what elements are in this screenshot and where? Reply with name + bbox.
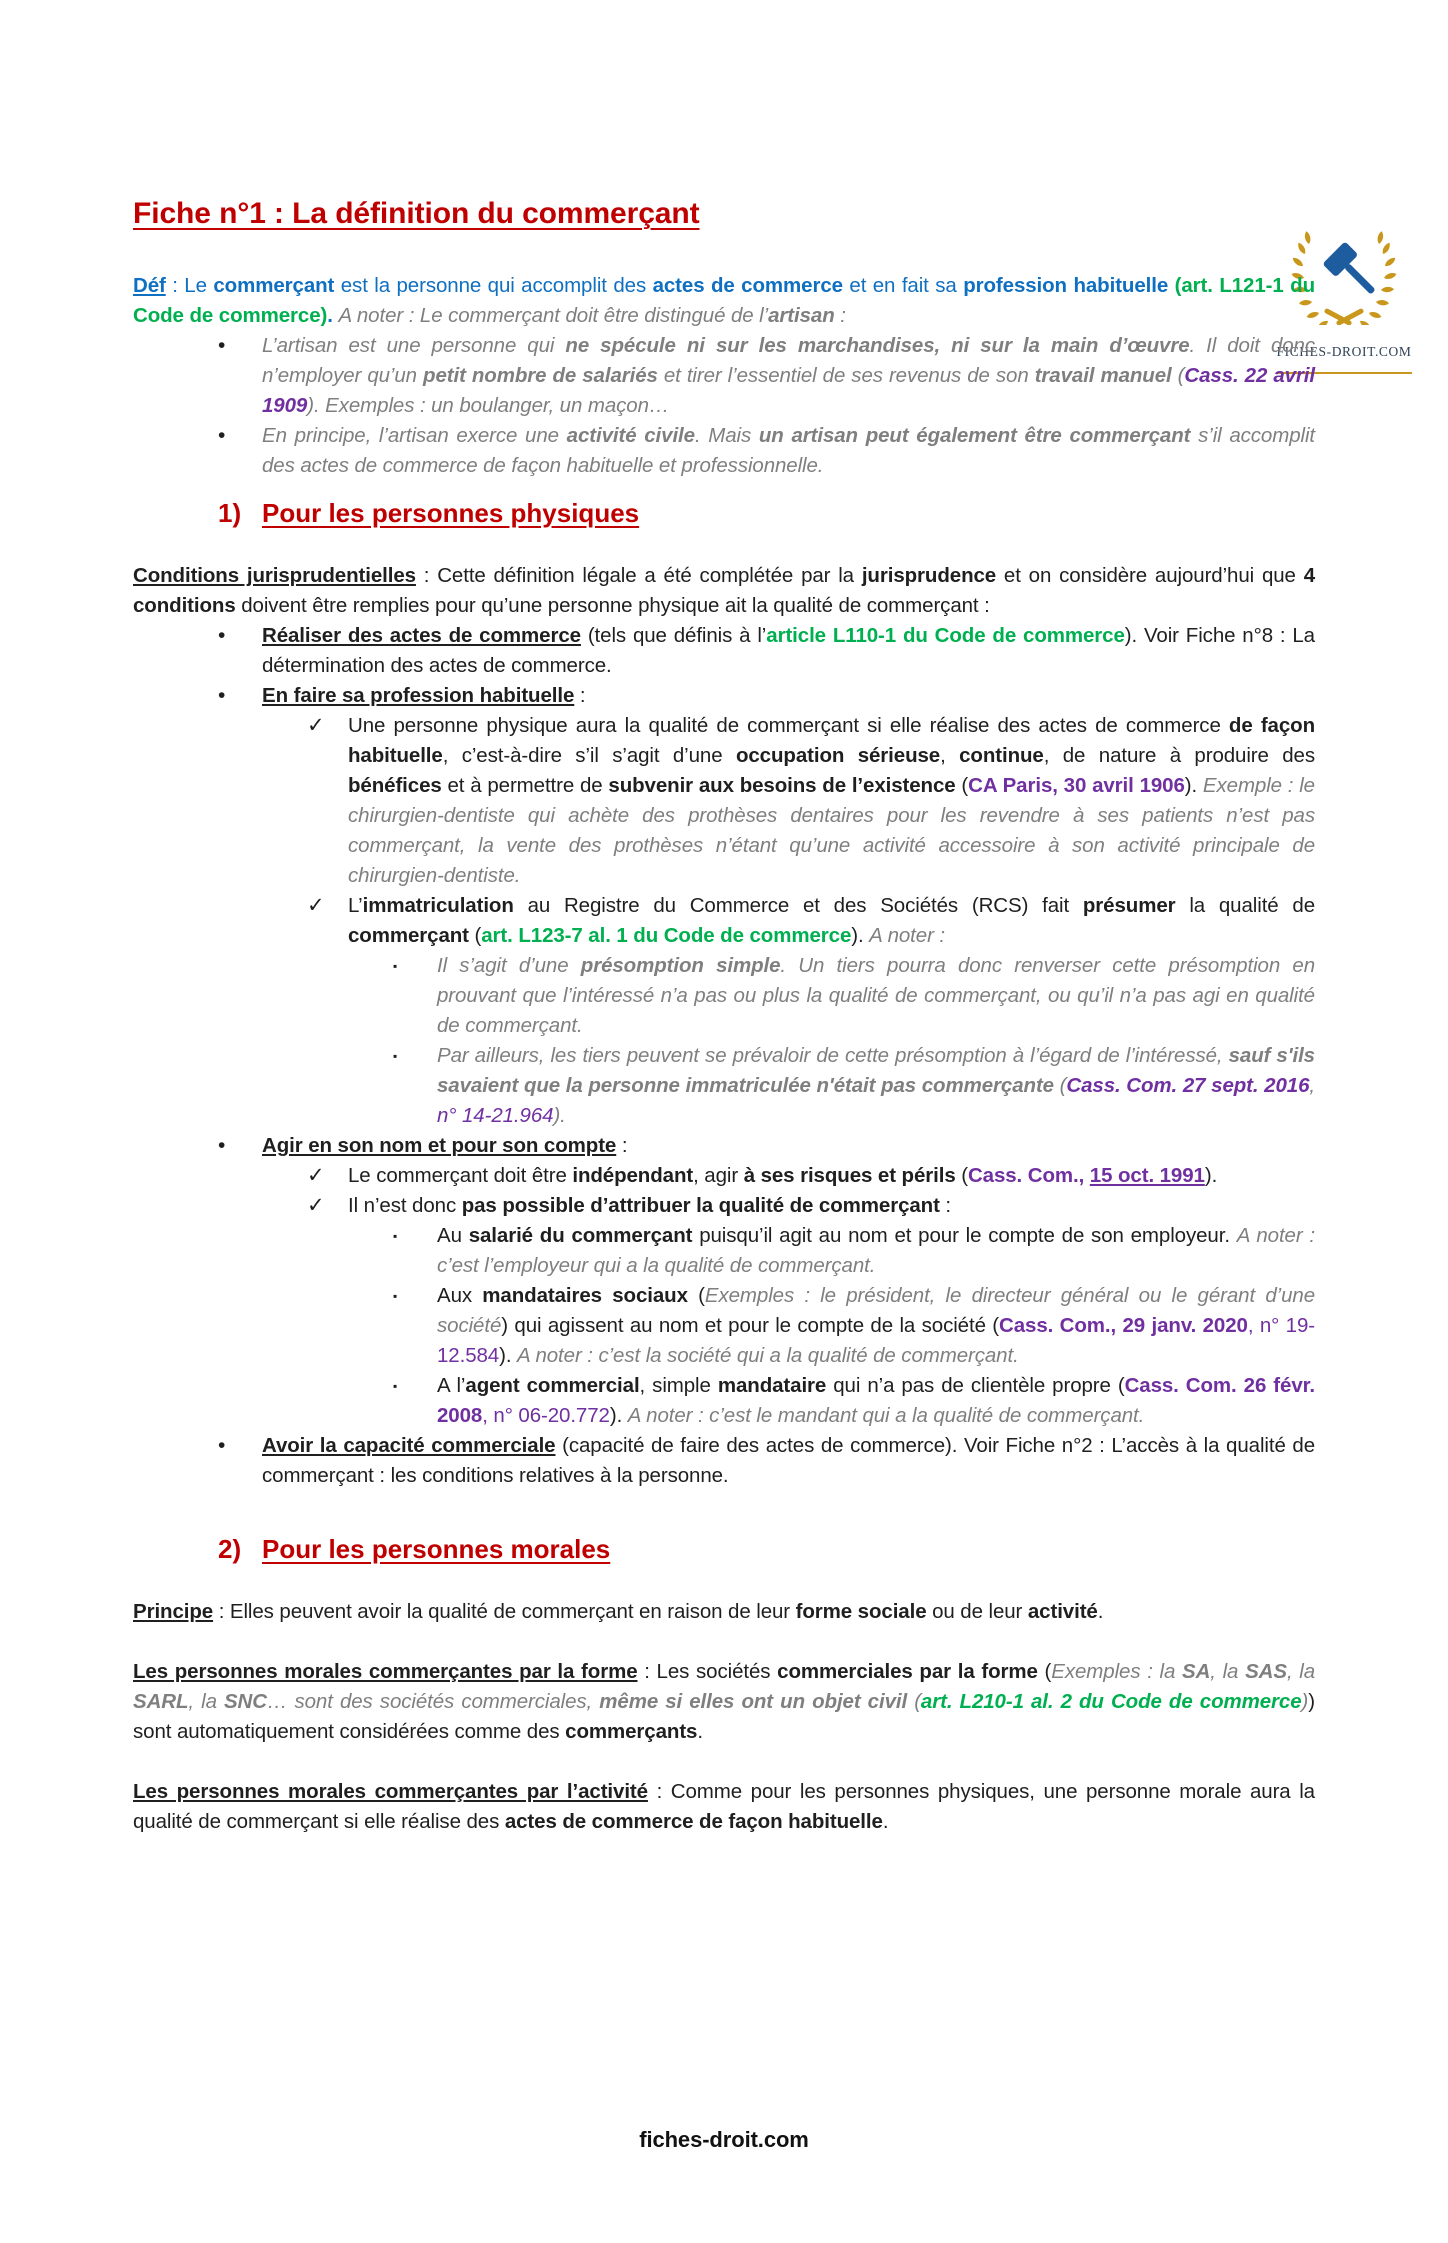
text-segment: SAS bbox=[1245, 1660, 1287, 1683]
text-segment: ( bbox=[907, 1690, 921, 1713]
document-page bbox=[0, 195, 1448, 1837]
principe-paragraph bbox=[133, 1597, 1315, 1627]
text-segment: et on considère aujourd’hui que bbox=[996, 564, 1304, 587]
page-title bbox=[133, 195, 1315, 233]
text-segment: (art. L121-1 du Code de commerce) bbox=[133, 274, 1315, 327]
text-segment: . bbox=[882, 1810, 889, 1833]
text-segment: : bbox=[574, 684, 586, 707]
square-prevaloir-presomption bbox=[133, 1041, 1315, 1131]
text-segment: commerciales par la forme bbox=[777, 1660, 1038, 1683]
check-icon: ✓ bbox=[307, 1164, 325, 1187]
text-segment: . bbox=[327, 304, 339, 327]
text-segment: Conditions jurisprudentielles bbox=[133, 564, 416, 587]
text-segment: mandataires sociaux bbox=[482, 1284, 688, 1307]
text-segment: Par ailleurs, les tiers peuvent se prévaloir de cette présomption à l’égard de l’intéressé, bbox=[437, 1044, 1229, 1067]
square-mandataires-sociaux bbox=[133, 1281, 1315, 1371]
text-segment: est la personne qui accomplit des bbox=[334, 274, 653, 297]
conditions-paragraph bbox=[133, 561, 1315, 621]
text-segment: forme sociale bbox=[795, 1600, 927, 1623]
bullet-icon: • bbox=[218, 624, 226, 647]
text-segment: Les personnes morales commerçantes par l’activité bbox=[133, 1780, 648, 1803]
text-segment: A noter : bbox=[869, 924, 945, 947]
text-segment: ) bbox=[1301, 1690, 1309, 1713]
text-segment: SA bbox=[1182, 1660, 1211, 1683]
text-segment: En principe, l’artisan exerce une bbox=[262, 424, 567, 447]
heading-number: 2) bbox=[218, 1534, 242, 1564]
text-segment: : bbox=[834, 304, 846, 327]
text-segment: , simple bbox=[639, 1374, 718, 1397]
text-segment: ( bbox=[468, 924, 482, 947]
text-segment: ). Exemples : un boulanger, un maçon… bbox=[307, 394, 670, 417]
bullet-icon: • bbox=[218, 424, 226, 447]
check-icon: ✓ bbox=[307, 714, 325, 737]
text-segment: ). bbox=[851, 924, 870, 947]
text-segment: commerçant bbox=[348, 924, 469, 947]
heading-personnes-morales bbox=[133, 1531, 1315, 1567]
check-pas-possible bbox=[133, 1191, 1315, 1221]
text-segment: Exemples : le président, le directeur général ou le gérant d’une société bbox=[437, 1284, 1315, 1337]
text-segment: ( bbox=[687, 1284, 705, 1307]
text-segment: , n° 06-20.772 bbox=[482, 1404, 610, 1427]
bullet-icon: • bbox=[218, 684, 226, 707]
text-segment: au Registre du Commerce et des Sociétés (RCS) fait bbox=[513, 894, 1083, 917]
check-immatriculation bbox=[133, 891, 1315, 951]
text-segment: à ses risques et périls bbox=[743, 1164, 956, 1187]
text-segment: ). bbox=[553, 1104, 566, 1127]
square-presomption-simple bbox=[133, 951, 1315, 1041]
text-segment: commerçant bbox=[213, 274, 335, 297]
text-segment: . Il doit donc n’employer qu’un bbox=[262, 334, 1316, 387]
text-segment: Agir en son nom et pour son compte bbox=[262, 1134, 617, 1157]
text-segment: (capacité de faire des actes de commerce). Voir Fiche n°2 : L’accès à la qualité de commerçant : les conditions relatives à la personne. bbox=[262, 1434, 1316, 1487]
text-segment: de façon habituelle bbox=[348, 714, 1315, 767]
text-segment: , la bbox=[1286, 1660, 1316, 1683]
text-segment: un artisan peut également être commerçant bbox=[758, 424, 1191, 447]
text-segment: Le commerçant doit être bbox=[348, 1164, 573, 1187]
text-segment: : Elles peuvent avoir la qualité de commerçant en raison de leur bbox=[213, 1600, 796, 1623]
square-agent-commercial bbox=[133, 1371, 1315, 1431]
text-segment: ou de leur bbox=[926, 1600, 1028, 1623]
footer-site-name: fiches-droit.com bbox=[639, 2127, 809, 2152]
bullet-capacite-commerciale bbox=[133, 1431, 1315, 1491]
bullet-profession-habituelle bbox=[133, 681, 1315, 711]
text-segment: … sont des sociétés commerciales, bbox=[266, 1690, 600, 1713]
heading-personnes-physiques bbox=[133, 495, 1315, 531]
text-segment: artisan bbox=[768, 304, 835, 327]
text-segment: Cass. 22 avril 1909 bbox=[262, 364, 1315, 417]
text-segment: ne spécule ni sur les marchandises, ni sur la main d’œuvre bbox=[565, 334, 1190, 357]
text-segment: Exemple : le chirurgien-dentiste qui achète des prothèses dentaires pour les revendre à ses patients n’est pas commerçant, la vente des prothèses n’étant qu’une activité accessoire à son activité principale de chirurgien-dentiste. bbox=[348, 774, 1315, 887]
gavel-icon bbox=[1322, 241, 1384, 303]
text-segment: Les personnes morales commerçantes par la forme bbox=[133, 1660, 638, 1683]
text-segment: article L110-1 du Code de commerce bbox=[766, 624, 1125, 647]
square-icon: ▪ bbox=[393, 959, 398, 973]
text-segment: L’artisan est une personne qui bbox=[262, 334, 566, 357]
text-segment: subvenir aux besoins de l’existence bbox=[608, 774, 956, 797]
text-segment: Avoir la capacité commerciale bbox=[262, 1434, 556, 1457]
text-segment: immatriculation bbox=[362, 894, 514, 917]
bullet-icon: • bbox=[218, 1434, 226, 1457]
text-segment: , de nature à produire des bbox=[1043, 744, 1315, 767]
text-segment: Déf bbox=[133, 274, 166, 297]
text-segment: A noter : c’est la société qui a la qualité de commerçant. bbox=[517, 1344, 1019, 1367]
text-segment: ( bbox=[1171, 364, 1185, 387]
text-segment: , agir bbox=[693, 1164, 744, 1187]
text-segment: profession habituelle bbox=[963, 274, 1169, 297]
logo-text: FICHES-DROIT.COM bbox=[1276, 344, 1412, 359]
text-segment: , c’est-à-dire s’il s’agit d’une bbox=[442, 744, 736, 767]
bullet-icon: • bbox=[218, 1134, 226, 1157]
text-segment: , la bbox=[188, 1690, 224, 1713]
text-segment: Pour les personnes physiques bbox=[262, 498, 640, 528]
text-segment: Cass. Com. 27 sept. 2016 bbox=[1066, 1074, 1310, 1097]
text-segment: 4 conditions bbox=[133, 564, 1315, 617]
text-segment: Au bbox=[437, 1224, 469, 1247]
text-segment: s’il accomplit des actes de commerce de façon habituelle et professionnelle. bbox=[262, 424, 1316, 477]
text-segment: agent commercial bbox=[465, 1374, 640, 1397]
text-segment: SARL bbox=[133, 1690, 189, 1713]
text-segment: A noter : Le commerçant doit être distingué de l’ bbox=[338, 304, 769, 327]
text-segment: et à permettre de bbox=[441, 774, 609, 797]
text-segment: ). bbox=[499, 1344, 518, 1367]
text-segment: et tirer l’essentiel de ses revenus de son bbox=[657, 364, 1035, 387]
text-segment: : bbox=[616, 1134, 628, 1157]
check-icon: ✓ bbox=[307, 894, 325, 917]
bullet-agir-en-son-nom bbox=[133, 1131, 1315, 1161]
text-segment: . bbox=[1097, 1600, 1104, 1623]
text-segment: Cass. Com. 26 févr. 2008 bbox=[437, 1374, 1315, 1427]
text-segment: ). bbox=[609, 1404, 628, 1427]
text-segment: présumer bbox=[1082, 894, 1176, 917]
text-segment: puisqu’il agit au nom et pour le compte de son employeur. bbox=[692, 1224, 1237, 1247]
text-segment: Il s’agit d’une bbox=[437, 954, 581, 977]
text-segment: 15 oct. 1991 bbox=[1089, 1164, 1205, 1187]
text-segment: activité civile bbox=[566, 424, 695, 447]
text-segment: ( bbox=[1053, 1074, 1067, 1097]
text-segment: CA Paris, 30 avril 1906 bbox=[968, 774, 1185, 797]
text-segment: Pour les personnes morales bbox=[262, 1534, 611, 1564]
square-icon: ▪ bbox=[393, 1049, 398, 1063]
definition-paragraph bbox=[133, 271, 1315, 331]
page-title-text: Fiche n°1 : La définition du commerçant bbox=[133, 197, 700, 230]
text-segment: art. L123-7 al. 1 du Code de commerce bbox=[481, 924, 852, 947]
text-segment: continue bbox=[959, 744, 1044, 767]
forme-paragraph bbox=[133, 1657, 1315, 1747]
text-segment: SNC bbox=[223, 1690, 267, 1713]
text-segment: : Cette définition légale a été complétée par la bbox=[415, 564, 862, 587]
text-segment: présomption simple bbox=[580, 954, 781, 977]
text-segment: n° 14-21.964 bbox=[437, 1104, 554, 1127]
text-segment: pas possible d’attribuer la qualité de commerçant bbox=[461, 1194, 940, 1217]
text-segment: Cass. Com., bbox=[967, 1164, 1090, 1187]
text-segment: ( bbox=[955, 774, 969, 797]
check-icon: ✓ bbox=[307, 1194, 325, 1217]
bullet-icon: • bbox=[218, 334, 226, 357]
text-segment: activité bbox=[1027, 1600, 1098, 1623]
text-segment: Exemples : la bbox=[1051, 1660, 1182, 1683]
text-segment: Cass. Com., 29 janv. 2020 bbox=[999, 1314, 1248, 1337]
text-segment: , bbox=[940, 744, 960, 767]
text-segment: ) qui agissent au nom et pour le compte de la société ( bbox=[501, 1314, 1000, 1337]
artisan-bullet-1 bbox=[133, 331, 1315, 421]
text-segment: . bbox=[697, 1720, 703, 1743]
text-segment: salarié du commerçant bbox=[468, 1224, 693, 1247]
text-segment: bénéfices bbox=[348, 774, 442, 797]
heading-number: 1) bbox=[218, 498, 242, 528]
text-segment: ( bbox=[955, 1164, 968, 1187]
text-segment: actes de commerce bbox=[652, 274, 843, 297]
text-segment: Une personne physique aura la qualité de commerçant si elle réalise des actes de commerce bbox=[348, 714, 1229, 737]
check-facon-habituelle bbox=[133, 711, 1315, 891]
text-segment: Principe bbox=[133, 1600, 214, 1623]
text-segment: L’ bbox=[348, 894, 363, 917]
text-segment: doivent être remplies pour qu’une personne physique ait la qualité de commerçant : bbox=[235, 594, 990, 617]
square-icon: ▪ bbox=[393, 1379, 398, 1393]
text-segment: ). bbox=[1184, 774, 1203, 797]
text-segment: jurisprudence bbox=[861, 564, 997, 587]
text-segment: (tels que définis à l’ bbox=[580, 624, 767, 647]
activite-paragraph bbox=[133, 1777, 1315, 1837]
text-segment: Il n’est donc bbox=[348, 1194, 462, 1217]
artisan-bullet-2 bbox=[133, 421, 1315, 481]
text-segment: : Comme pour les personnes physiques, une personne morale aura la qualité de commerçant si elle réalise des bbox=[133, 1780, 1315, 1833]
text-segment: actes de commerce de façon habituelle bbox=[504, 1810, 883, 1833]
text-segment: A noter : c’est l’employeur qui a la qualité de commerçant. bbox=[437, 1224, 1316, 1277]
square-salarie bbox=[133, 1221, 1315, 1281]
text-segment: indépendant bbox=[572, 1164, 694, 1187]
text-segment: sauf s'ils savaient que la personne immatriculée n'était pas commerçante bbox=[437, 1044, 1315, 1097]
text-segment: ). Voir Fiche n°8 : La détermination des actes de commerce. bbox=[262, 624, 1315, 677]
text-segment: ( bbox=[1037, 1660, 1052, 1683]
content-blocks bbox=[133, 271, 1315, 1837]
text-segment: A l’ bbox=[437, 1374, 466, 1397]
text-segment: travail manuel bbox=[1034, 364, 1172, 387]
text-segment: : Les sociétés bbox=[637, 1660, 778, 1683]
text-segment: la qualité de bbox=[1175, 894, 1316, 917]
text-segment: A noter : c’est le mandant qui a la qualité de commerçant. bbox=[627, 1404, 1145, 1427]
text-segment: et en fait sa bbox=[842, 274, 964, 297]
text-segment: : Le bbox=[165, 274, 214, 297]
text-segment: Aux bbox=[437, 1284, 483, 1307]
text-segment: , la bbox=[1210, 1660, 1246, 1683]
text-segment: occupation sérieuse bbox=[735, 744, 941, 767]
text-segment: En faire sa profession habituelle bbox=[262, 684, 575, 707]
bullet-realiser-actes bbox=[133, 621, 1315, 681]
text-segment: ). bbox=[1204, 1164, 1218, 1187]
text-segment: commerçants bbox=[565, 1720, 698, 1743]
check-independant bbox=[133, 1161, 1315, 1191]
text-segment: qui n’a pas de clientèle propre ( bbox=[826, 1374, 1125, 1397]
text-segment: . Mais bbox=[694, 424, 759, 447]
text-segment: : bbox=[939, 1194, 952, 1217]
square-icon: ▪ bbox=[393, 1229, 398, 1243]
text-segment: Réaliser des actes de commerce bbox=[262, 624, 581, 647]
text-segment: même si elles ont un objet civil bbox=[599, 1690, 908, 1713]
text-segment: , bbox=[1309, 1074, 1315, 1097]
text-segment: , n° 19-12.584 bbox=[437, 1314, 1315, 1367]
text-segment: petit nombre de salariés bbox=[423, 364, 658, 387]
text-segment: art. L210-1 al. 2 du Code de commerce bbox=[920, 1690, 1302, 1713]
text-segment: . Un tiers pourra donc renverser cette présomption en prouvant que l’intéressé n’a pas ou plus la qualité de commerçant, ou qu’il n’a pas agi en qualité de commerçant. bbox=[437, 954, 1316, 1037]
square-icon: ▪ bbox=[393, 1289, 398, 1303]
text-segment: mandataire bbox=[717, 1374, 827, 1397]
text-segment: ) sont automatiquement considérées comme des bbox=[133, 1690, 1315, 1743]
